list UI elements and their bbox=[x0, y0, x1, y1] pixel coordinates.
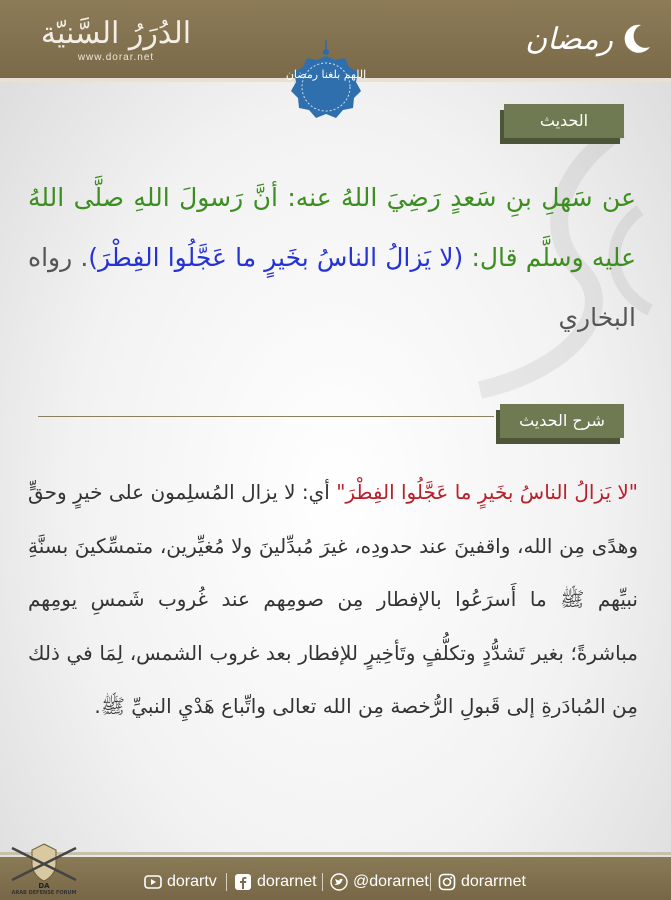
social-handle: dorarnet bbox=[257, 873, 317, 890]
social-handle: dorartv bbox=[167, 873, 217, 890]
sharh-text bbox=[28, 466, 638, 734]
forum-badge-short: DA bbox=[38, 882, 50, 890]
forum-badge bbox=[4, 838, 84, 900]
social-twitter[interactable] bbox=[330, 870, 429, 894]
social-youtube[interactable] bbox=[144, 870, 217, 894]
social-instagram[interactable] bbox=[438, 870, 526, 894]
hadith-tag: الحديث bbox=[504, 104, 624, 138]
footer-separator bbox=[226, 873, 227, 891]
ramadan-word: رمضان bbox=[525, 21, 613, 57]
social-handle: dorarrnet bbox=[461, 873, 526, 890]
medallion-text: اللهم بلغنا رمضان bbox=[285, 68, 367, 81]
brand-site: www.dorar.net bbox=[77, 52, 155, 63]
footer-separator bbox=[322, 873, 323, 891]
hadith-text bbox=[28, 168, 636, 348]
medallion-icon bbox=[283, 40, 369, 126]
youtube-icon bbox=[144, 873, 162, 891]
social-facebook[interactable] bbox=[234, 870, 317, 894]
hadith-quote: (لا يَزالُ الناسُ بخَيرٍ ما عَجَّلُوا الفِطْرَ) bbox=[88, 243, 464, 272]
brand-name: الدُرَرُ السَّنيّة bbox=[40, 16, 192, 51]
instagram-icon bbox=[438, 873, 456, 891]
section-divider bbox=[38, 416, 494, 417]
footer-divider bbox=[0, 852, 671, 855]
hadith-narration: عن سَهلِ بنِ سَعدٍ رَضِيَ اللهُ عنه: أنَّ رَسولَ اللهِ صلَّى اللهُ عليه وسلَّم قال: bbox=[28, 183, 636, 272]
hadith-source: . رواه البخاري bbox=[28, 243, 636, 332]
medallion-emblem bbox=[283, 40, 369, 126]
footer-separator bbox=[430, 873, 431, 891]
facebook-icon bbox=[234, 873, 252, 891]
sharh-quote: "لا يَزالُ الناسُ بخَيرٍ ما عَجَّلُوا الفِطْرَ" bbox=[336, 480, 639, 504]
twitter-icon bbox=[330, 873, 348, 891]
social-handle: @dorarnet bbox=[353, 873, 429, 890]
sharh-body: أي: لا يزال المُسلِمون على خيرٍ وحقٍّ وهدًى مِن الله، واقفينَ عند حدودِه، غيرَ مُبدِّلينَ ولا مُغيِّرين، متمسِّكينَ بسنَّةِ نبيِّهم ﷺ ما أَسرَعُوا بالإفطار مِن صومِهم عند غُروب شَمسِ يومِهم مباشرةً؛ بغير تَشدُّدٍ وتكلُّفٍ وتَأخِيرٍ للإفطار بعد غروب الشمس، لِمَا في ذلك مِن المُبادَرةِ إلى قَبولِ الرُّخصة مِن الله تعالى واتِّباع هَدْيِ النبيِّ ﷺ. bbox=[28, 480, 638, 718]
crescent-moon-icon bbox=[619, 22, 653, 56]
ramadan-logo bbox=[503, 14, 653, 64]
dorar-logo[interactable] bbox=[26, 16, 206, 72]
sharh-tag: شرح الحديث bbox=[500, 404, 624, 438]
forum-badge-text: ARAB DEFENSE FORUM bbox=[11, 890, 77, 896]
